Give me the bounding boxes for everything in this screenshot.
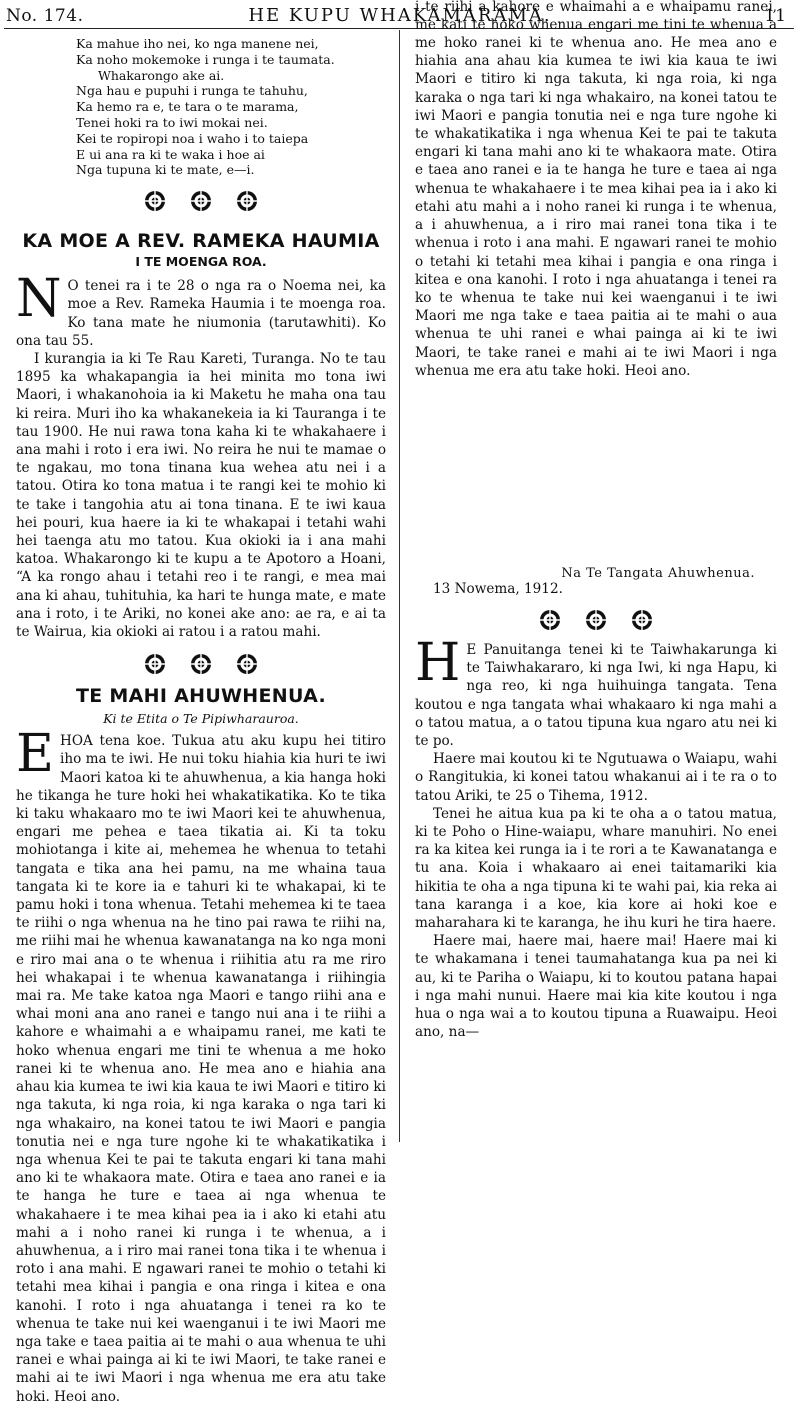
paragraph-continued: i te riihi a kahore e whaimahi a e whaipamu ranei, me kati te hoko whenua engari me tini te whenua a me hoko ranei ki te whenua ano. He mea ano e hiahia ana ahau kia kumea te iwi kia kaua te iwi Maori e titiro ki nga takuta, ki nga roia, ki nga karaka o nga tari ki nga whakairo, na konei tatou te iwi Maori e pangia tonutia nei e nga ture ngohe ki te whakatikatika i nga whenua Kei te pai te takuta engari ki tana mahi ano ki te whakaora mate. Otira e taea ano ranei e ia te hanga he ture e taea ai nga whenua te whakahaere i te mea kihai pea ia i ako ki etahi atu mahi a i noho ranei ki runga i te whenua, a i ahuwhenua, a i riro mai ranei tona tika i te whenua i roto i ana mahi. E ngawari ranei te mohio o tetahi ki tetahi mea kihai i pangia e ona ringa i kitea e ona kanohi. I roto i nga ahuatanga i tenei ra ko te whenua te take nui kei waenganui i te iwi Maori me nga take e taea paitia ai te mahi o aua whenua te uhi ranei e whai painga ai ki te iwi Maori, te take ranei e mahi ai te iwi Maori i nga whenua me era atu take hoki. Heoi ano. xyxy=(415,0,777,379)
paragraph: Tenei he aitua kua pa ki te oha a o tatou matua, ki te Poho o Hine-waiapu, whare manuhiri. No enei ra ka kitea kei runga ia i te rori a te Kawanatanga e tu ana. Koia i whakaaro ai enei taitamariki kia hikitia te oha a nga tipuna ki te wahi pai, kia reka ai tana karanga i a koe, kia kore ai hoki koe e maharahara ki te karanga, he ihu kuri he tira haere. xyxy=(415,805,777,932)
ornament-divider xyxy=(16,190,386,212)
poem-line: Whakarongo ake ai. xyxy=(98,67,225,83)
paragraph: Haere mai koutou ki te Ngutuawa o Waiapu, wahi o Rangitukia, ki konei tatou whakanui ai i te ra o to tatou Ariki, te 25 o Tihema, 1912. xyxy=(415,751,777,804)
obituary-body xyxy=(16,269,386,641)
flower-ornament-icon xyxy=(539,609,561,631)
drop-cap: N xyxy=(16,269,62,330)
page-number: 11 xyxy=(764,6,786,26)
flower-ornament-icon xyxy=(585,609,607,631)
poem xyxy=(76,36,386,178)
poem-line: Kei te ropiropi noa i waho i to taiepa xyxy=(76,130,309,146)
poem-line: Ka hemo ra e, te tara o te marama, xyxy=(76,99,299,115)
paragraph: EHOA tena koe. Tukua atu aku kupu hei titiro iho ma te iwi. He nui toku hiahia kia huri te iwi Maori katoa ki te ahuwhenua, a kia hanga hoki he tikanga he ture hoki hei whakatikatika. Ko te tika ki taku whakaaro mo te iwi Maori kei te ahuwhenua, engari me pehea e taea tikatia ai. Ki ta toku mohiotanga i kite ai, mehemea he whenua to tetahi tangata e tika ana hei pamu, na me whaina taua tangata ki te kore ia e tahuri ki te whakapai, ki te pamu hoki i tona whenua. Tetahi mehemea ki te taea te riihi o nga whenua na he tino pai rawa te riihi na, me riihi mai he whenua kawanatanga na ko nga moni e riro mai ana o te whenua i riihitia atu ra me riro hei whakapai i te whenua kawanatanga i riihingia mai ra. Me take katoa nga Maori e tango riihi ana e whai moni ana ano ranei e tango nui ana i te riihi a kahore e whaimahi a e whaipamu ranei, me kati te hoko whenua engari me tini te whenua a me hoko ranei ki te whenua ano. He mea ano e hiahia ana ahau kia kumea te iwi kia kaua te iwi Maori e titiro ki nga takuta, ki nga roia, ki nga karaka o nga tari ki nga whakairo, na konei tatou te iwi Maori e pangia tonutia nei e nga ture ngohe ki te whakatikatika i nga whenua Kei te pai te takuta engari ki tana mahi ano ki te whakaora mate. Otira e taea ano ranei e ia te hanga he ture e taea ai nga whenua te whakahaere i te mea kihai pea ia i ako ki etahi atu mahi a i noho ranei ki runga i te whenua, a i ahuwhenua, a i riro mai ranei tona tika i te whenua i roto i ana mahi. E ngawari ranei te mohio o tetahi ki tetahi mea kihai i pangia e ona ringa i kitea e ona kanohi. I roto i nga ahuatanga i tenei ra ko te whenua te take nui kei waenganui i te iwi Maori me nga take e taea paitia ai te mahi o aua whenua te uhi ranei e whai painga ai ki te iwi Maori, te take ranei e mahi ai te iwi Maori i nga whenua me era atu take hoki. Heoi ano. xyxy=(16,724,386,1405)
flower-ornament-icon xyxy=(236,190,258,212)
paragraph: Haere mai, haere mai, haere mai! Haere mai ki te whakamana i tenei taumahatanga kua pa nei ki au, ki te Pariha o Waiapu, ki to koutou patana hapai i nga mahi nunui. Haere mai kia kite koutou i nga hua o nga wai a to koutou tipuna a Ruawaipu. Heoi ano, na— xyxy=(415,933,777,1041)
paragraph: N O tenei ra i te 28 o nga ra o Noema nei, ka moe a Rev. Rameka Haumia i te moenga roa. Ko tana mate he niumonia (tarutawhiti). Ko ona tau 55. xyxy=(16,269,386,349)
notice-body xyxy=(415,633,777,1041)
poem-line: E ui ana ra ki te waka i hoe ai xyxy=(76,146,265,162)
flower-ornament-icon xyxy=(144,190,166,212)
flower-ornament-icon xyxy=(236,653,258,675)
farming-byline: Ki te Etita o Te Pipiwharauroa. xyxy=(103,711,299,727)
flower-ornament-icon xyxy=(631,609,653,631)
paragraph: H E Panuitanga tenei ki te Taiwhakarunga ki te Taiwhakararo, ki nga Iwi, ki nga Hapu, ki nga reo, ki nga huihuinga tangata. Tena koutou e nga tangata whai whakaaro ki nga mahi a o tatou matua, a o tatou tipuna kua ngaro atu nei ki te po. xyxy=(415,633,777,750)
farming-headline: TE MAHI AHUWHENUA. xyxy=(75,685,327,708)
running-title: HE KUPU WHAKAMARAMA. xyxy=(248,5,552,26)
ornament-divider xyxy=(16,653,386,675)
flower-ornament-icon xyxy=(190,653,212,675)
poem-line: Nga hau e pupuhi i runga te tahuhu, xyxy=(76,83,308,99)
letter-date: 13 Nowema, 1912. xyxy=(433,581,563,597)
paragraph: I kurangia ia ki Te Rau Kareti, Turanga. No te tau 1895 ka whakapangia ia hei minita mo tona iwi Maori, i whakanohoia ia ki Maketu he maha ona tau ki reira. Muri iho ka whakanekeia ia ki Tauranga i te tau 1900. He nui rawa tona kaha ki te whakahaere i ana mahi i roto i era iwi. No reira he nui te mamae o te ngakau, mo tona tinana kua wehea atu nei i a tatou. Otira ko tona matua i te rangi kei te mohio ki te take i tangohia atu ai tona tinana. E te iwi kaua hei pouri, kua haere ia ki te whakapai i tetahi wahi hei taenga atu mo tatou. Kua okioki ia i ana mahi katoa. Whakarongo ki te kupu a te Apotoro a Hoani, “A ka rongo ahau i tetahi reo i te rangi, e mea mai ana ki ahau, tuhituhia, ka hari te hunga mate, e mate ana i roto, i te Ariki, no konei ake ano: ae ra, e ai ta te Wairua, kia okioki ai ratou i a ratou mahi. xyxy=(16,350,386,641)
drop-cap: H xyxy=(415,633,461,693)
column-divider xyxy=(399,30,400,1142)
drop-cap: E xyxy=(16,724,54,785)
poem-line: Nga tupuna ki te mate, e—i. xyxy=(76,162,255,178)
obituary-headline: KA MOE A REV. RAMEKA HAUMIA xyxy=(22,230,380,253)
flower-ornament-icon xyxy=(144,653,166,675)
ornament-divider xyxy=(415,609,777,631)
poem-line: Tenei hoki ra to iwi mokai nei. xyxy=(76,114,268,130)
flower-ornament-icon xyxy=(190,190,212,212)
left-column xyxy=(16,34,386,1405)
poem-line: Ka noho mokemoke i runga i te taumata. xyxy=(76,51,335,67)
farming-body-part1 xyxy=(16,724,386,1405)
poem-line: Ka mahue iho nei, ko nga manene nei, xyxy=(76,36,319,51)
signature: Na Te Tangata Ahuwhenua. xyxy=(561,566,755,581)
issue-number: No. 174. xyxy=(6,6,84,26)
obituary-subheadline: I TE MOENGA ROA. xyxy=(135,254,267,270)
